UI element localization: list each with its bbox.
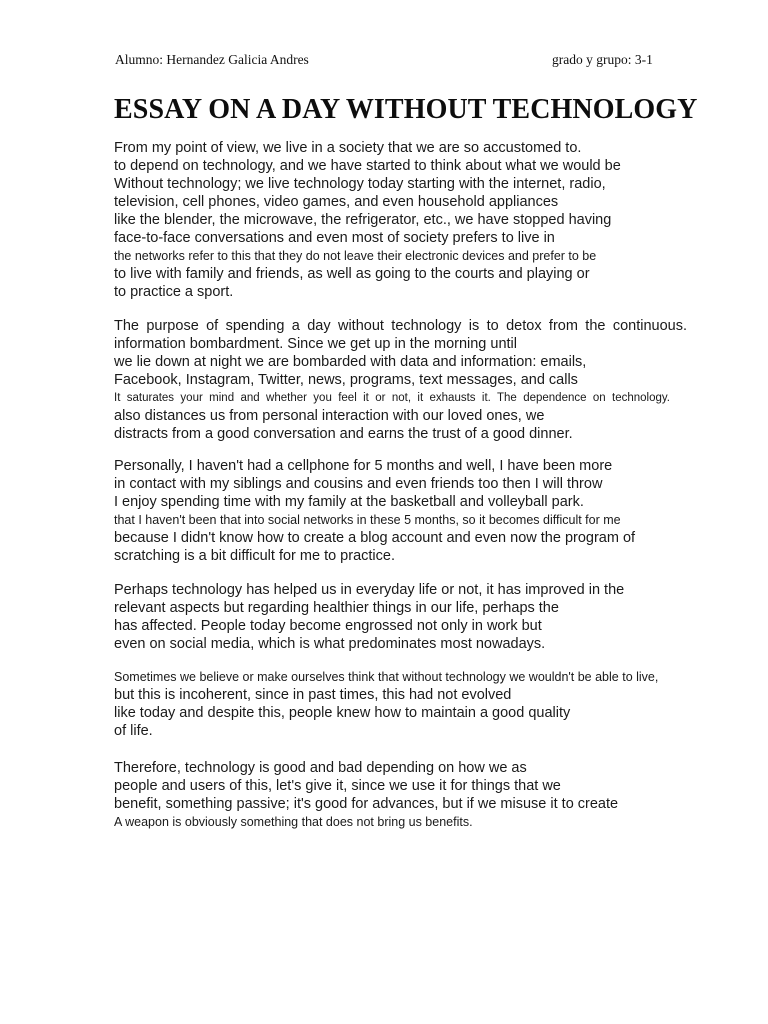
paragraph-1 xyxy=(114,139,621,301)
text-line: Sometimes we believe or make ourselves think that without technology we wouldn't be able to live, xyxy=(114,670,659,684)
text-line: The purpose of spending a day without technology is to detox from the continuous. xyxy=(114,318,687,334)
text-line: to practice a sport. xyxy=(114,284,234,300)
text-line: in contact with my siblings and cousins and even friends too then I will throw xyxy=(114,476,603,492)
text-line: that I haven't been that into social networks in these 5 months, so it becomes difficult for me xyxy=(114,513,621,527)
essay-title: ESSAY ON A DAY WITHOUT TECHNOLOGY xyxy=(114,94,698,125)
paragraph-2 xyxy=(114,317,687,443)
text-line: has affected. People today become engrossed not only in work but xyxy=(114,618,542,634)
text-line: scratching is a bit difficult for me to practice. xyxy=(114,548,395,564)
text-line: relevant aspects but regarding healthier things in our life, perhaps the xyxy=(114,600,559,616)
text-line: television, cell phones, video games, and even household appliances xyxy=(114,194,559,210)
text-line: face-to-face conversations and even most of society prefers to live in xyxy=(114,230,555,246)
text-line: the networks refer to this that they do not leave their electronic devices and prefer to be xyxy=(114,249,597,263)
text-line: benefit, something passive; it's good for advances, but if we misuse it to create xyxy=(114,796,619,812)
text-line: because I didn't know how to create a blog account and even now the program of xyxy=(114,530,636,546)
grade-group: grado y grupo: 3-1 xyxy=(552,52,653,67)
student-name: Alumno: Hernandez Galicia Andres xyxy=(115,52,309,67)
text-line: information bombardment. Since we get up in the morning until xyxy=(114,336,517,352)
text-line: A weapon is obviously something that does not bring us benefits. xyxy=(114,815,473,829)
text-line: like today and despite this, people knew how to maintain a good quality xyxy=(114,705,571,721)
paragraph-5 xyxy=(114,668,658,740)
text-line: we lie down at night we are bombarded with data and information: emails, xyxy=(114,354,587,370)
text-line: Personally, I haven't had a cellphone for 5 months and well, I have been more xyxy=(114,458,613,474)
text-line: even on social media, which is what predominates most nowadays. xyxy=(114,636,546,652)
paragraph-4 xyxy=(114,581,624,653)
text-line: It saturates your mind and whether you feel it or not, it exhausts it. The dependence on technology. xyxy=(114,392,670,404)
text-line: Facebook, Instagram, Twitter, news, programs, text messages, and calls xyxy=(114,372,578,388)
text-line: like the blender, the microwave, the refrigerator, etc., we have stopped having xyxy=(114,212,612,228)
text-line: of life. xyxy=(114,723,153,739)
text-line: I enjoy spending time with my family at the basketball and volleyball park. xyxy=(114,494,584,510)
paragraph-6 xyxy=(114,759,618,831)
text-line: to depend on technology, and we have started to think about what we would be xyxy=(114,158,621,174)
text-line: From my point of view, we live in a society that we are so accustomed to. xyxy=(114,140,582,156)
text-line: also distances us from personal interaction with our loved ones, we xyxy=(114,408,545,424)
text-line: but this is incoherent, since in past times, this had not evolved xyxy=(114,687,512,703)
text-line: to live with family and friends, as well as going to the courts and playing or xyxy=(114,266,590,282)
text-line: distracts from a good conversation and earns the trust of a good dinner. xyxy=(114,426,573,442)
text-line: Therefore, technology is good and bad depending on how we as xyxy=(114,760,527,776)
text-line: people and users of this, let's give it, since we use it for things that we xyxy=(114,778,561,794)
paragraph-3 xyxy=(114,457,635,565)
text-line: Without technology; we live technology today starting with the internet, radio, xyxy=(114,176,606,192)
text-line: Perhaps technology has helped us in everyday life or not, it has improved in the xyxy=(114,582,625,598)
